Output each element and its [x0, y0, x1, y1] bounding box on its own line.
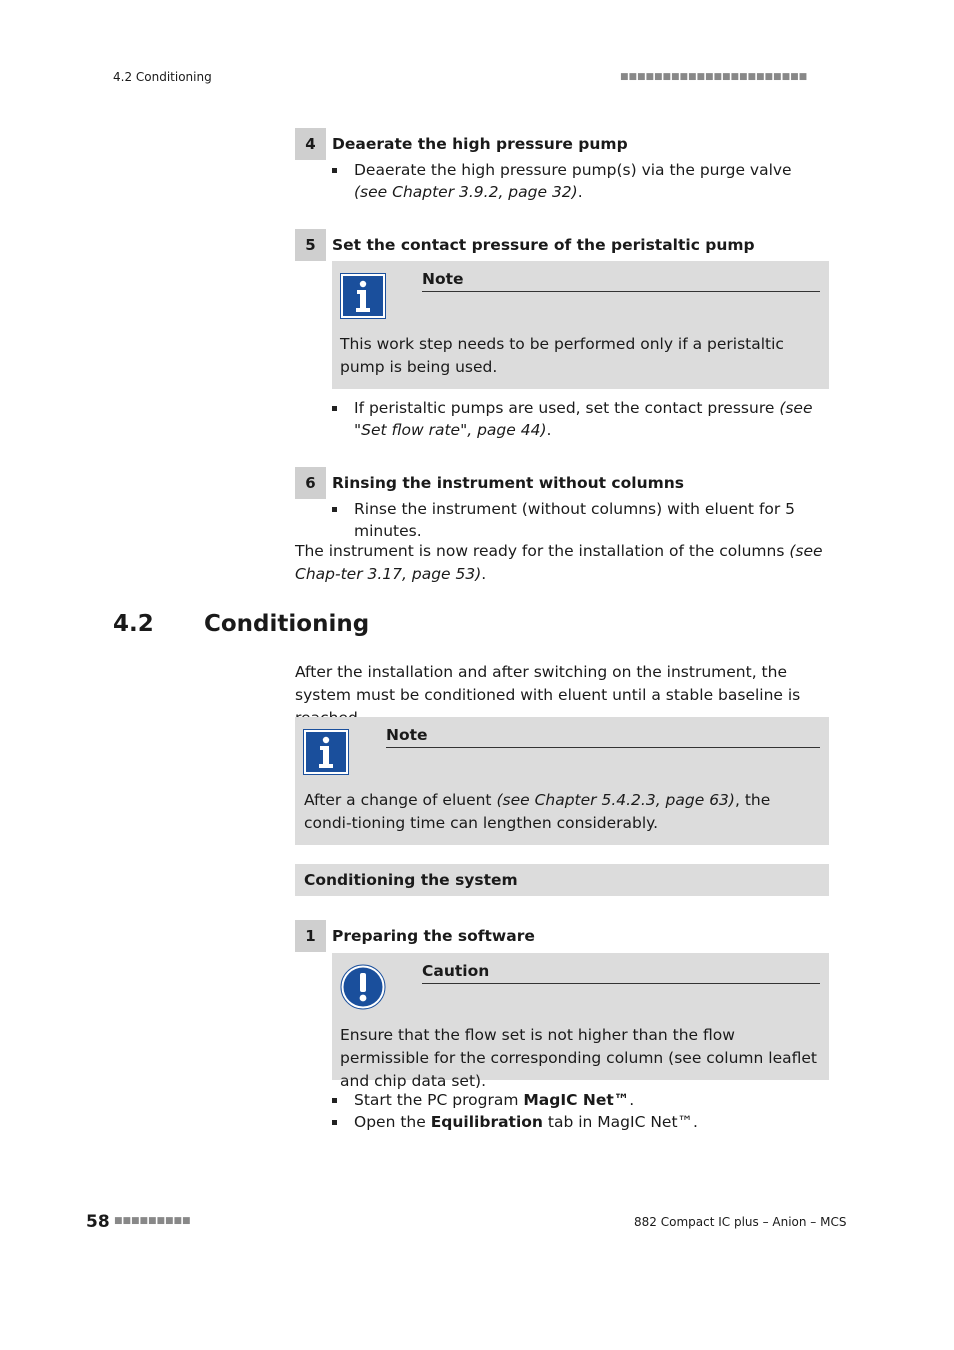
- section-title: Conditioning: [204, 611, 370, 637]
- running-footer: 882 Compact IC plus – Anion – MCS: [634, 1215, 847, 1229]
- cross-reference-link[interactable]: (see Chapter 3.9.2, page 32): [354, 183, 578, 201]
- caution-box: [332, 953, 829, 1090]
- step-number: 5: [295, 229, 326, 261]
- step-number: 1: [295, 920, 326, 952]
- bullet-icon: [332, 1098, 337, 1103]
- step-4: [295, 128, 829, 160]
- note-box: [332, 261, 829, 389]
- bullet-icon: [332, 507, 337, 512]
- bullet-icon: [332, 1120, 337, 1125]
- step-number: 6: [295, 467, 326, 499]
- ready-paragraph: The instrument is now ready for the installation of the columns (see Chap-ter 3.17, page 53).: [295, 542, 823, 583]
- running-header: 4.2 Conditioning: [113, 70, 212, 84]
- header-dots: ■■■■■■■■■■■■■■■■■■■■■■: [620, 72, 808, 82]
- cross-reference-link[interactable]: (see Chapter 5.4.2.3, page 63): [496, 791, 735, 809]
- section-number: 4.2: [113, 611, 154, 637]
- page-number: 58: [86, 1212, 110, 1232]
- step-5: [295, 229, 829, 261]
- cross-reference-link[interactable]: (see Chap-ter 3.17, page 53): [295, 542, 823, 583]
- step-title: Rinsing the instrument without columns: [332, 474, 685, 492]
- footer-dots: ■■■■■■■■■: [114, 1216, 191, 1226]
- bullet-icon: [332, 168, 337, 173]
- caution-text: Ensure that the flow set is not higher than the flow permissible for the corresponding column (see column leaflet and chip data set).: [340, 1026, 817, 1090]
- step-title: Preparing the software: [332, 927, 535, 945]
- step-title: Set the contact pressure of the peristaltic pump: [332, 236, 755, 254]
- subsection-heading: Conditioning the system: [295, 864, 829, 896]
- note-title: Note: [386, 726, 820, 748]
- intro-paragraph: After the installation and after switching on the instrument, the system must be conditioned with eluent until a stable baseline is: [295, 663, 801, 704]
- step-6: [295, 467, 829, 499]
- step-1: [295, 920, 829, 952]
- note-box: [295, 717, 829, 845]
- note-text: After a change of eluent (see Chapter 5.4.2.3, page 63), the condi-tioning time can lengthen considerably.: [304, 791, 771, 832]
- note-title: Note: [422, 270, 820, 292]
- caution-title: Caution: [422, 962, 820, 984]
- info-icon: [340, 273, 386, 319]
- note-text: This work step needs to be performed only if a peristaltic pump is being used.: [340, 335, 784, 376]
- bullet-icon: [332, 406, 337, 411]
- info-icon: [303, 729, 349, 775]
- step-number: 4: [295, 128, 326, 160]
- cross-reference-link[interactable]: (see "Set flow rate", page 44): [354, 399, 813, 439]
- step-title: Deaerate the high pressure pump: [332, 135, 628, 153]
- exclamation-icon: [340, 964, 386, 1010]
